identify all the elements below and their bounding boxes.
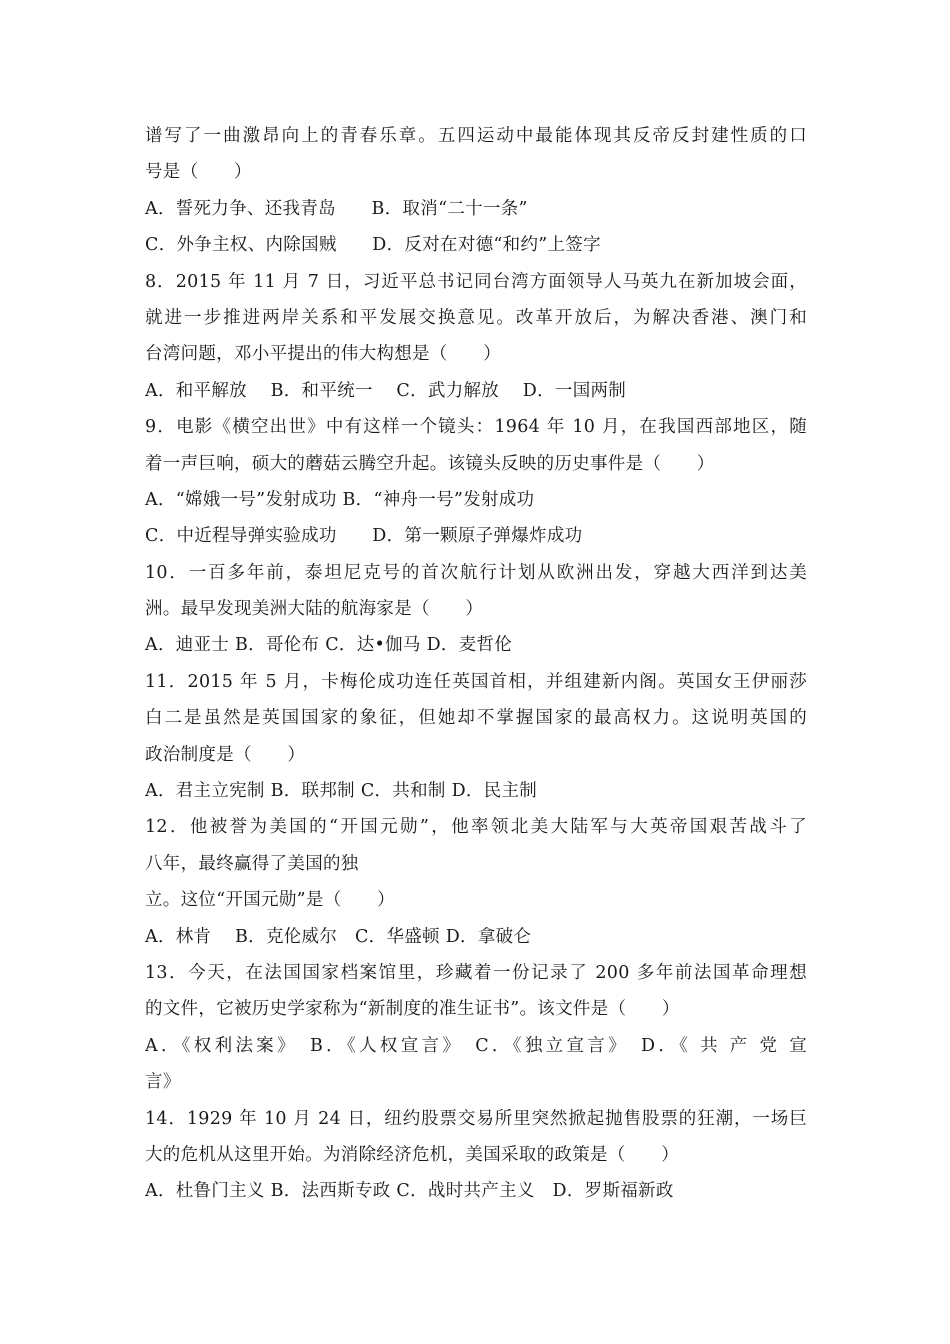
text-line: 政治制度是（ ） — [145, 744, 306, 765]
question-12: 12．他被誉为美国的“开国元勋”，他率领北美大陆军与大英帝国艰苦战斗了 — [145, 817, 807, 838]
text-line: 台湾问题，邓小平提出的伟大构想是（ ） — [145, 344, 501, 365]
option-line: A．誓死力争、还我青岛 B．取消“二十一条” — [145, 198, 528, 219]
option-line: A．杜鲁门主义 B．法西斯专政 C．战时共产主义 D．罗斯福新政 — [145, 1181, 674, 1202]
text-line: 八年，最终赢得了美国的独 — [145, 853, 359, 874]
option-line: A．君主立宪制 B．联邦制 C．共和制 D．民主制 — [145, 781, 538, 802]
option-line: A．和平解放 B．和平统一 C．武力解放 D．一国两制 — [145, 380, 627, 401]
option-line: A．“嫦娥一号”发射成功 B．“神舟一号”发射成功 — [145, 489, 535, 510]
text-line: 白二是虽然是英国国家的象征，但她却不掌握国家的最高权力。这说明英国的 — [145, 708, 807, 729]
option-line: A．林肯 B．克伦威尔 C．华盛顿 D．拿破仑 — [145, 926, 532, 947]
text-line: 的文件，它被历史学家称为“新制度的准生证书”。该文件是（ ） — [145, 999, 680, 1020]
text-line: 洲。最早发现美洲大陆的航海家是（ ） — [145, 599, 484, 620]
question-11: 11．2015 年 5 月，卡梅伦成功连任英国首相，并组建新内阁。英国女王伊丽莎 — [145, 671, 807, 692]
option-line: A．《权利法案》 B．《人权宣言》 C．《独立宣言》 D．《 共 产 党 宣 — [145, 1035, 807, 1056]
text-line: 号是（ ） — [145, 162, 252, 183]
question-13: 13．今天，在法国国家档案馆里，珍藏着一份记录了 200 多年前法国革命理想 — [145, 962, 807, 983]
text-line: 立。这位“开国元勋”是（ ） — [145, 890, 395, 911]
question-8: 8．2015 年 11 月 7 日，习近平总书记同台湾方面领导人马英九在新加坡会面， — [145, 271, 807, 292]
text-line: 谱写了一曲激昂向上的青春乐章。五四运动中最能体现其反帝反封建性质的口 — [145, 126, 807, 146]
text-line: 着一声巨响，硕大的蘑菇云腾空升起。该镜头反映的历史事件是（ ） — [145, 453, 715, 474]
document-page — [145, 118, 807, 1210]
option-line: C．中近程导弹实验成功 D．第一颗原子弹爆炸成功 — [145, 526, 583, 547]
option-line: A．迪亚士 B．哥伦布 C．达•伽马 D．麦哲伦 — [145, 635, 513, 656]
text-line: 言》 — [145, 1072, 181, 1093]
option-line: C．外争主权、内除国贼 D．反对在对德“和约”上签字 — [145, 235, 601, 256]
question-9: 9．电影《横空出世》中有这样一个镜头：1964 年 10 月，在我国西部地区，随 — [145, 417, 807, 438]
text-line: 大的危机从这里开始。为消除经济危机，美国采取的政策是（ ） — [145, 1144, 679, 1165]
text-line: 就进一步推进两岸关系和平发展交换意见。改革开放后，为解决香港、澳门和 — [145, 307, 807, 328]
question-14: 14．1929 年 10 月 24 日，纽约股票交易所里突然掀起抛售股票的狂潮，一场巨 — [145, 1108, 807, 1129]
question-10: 10．一百多年前，泰坦尼克号的首次航行计划从欧洲出发，穿越大西洋到达美 — [145, 562, 807, 583]
